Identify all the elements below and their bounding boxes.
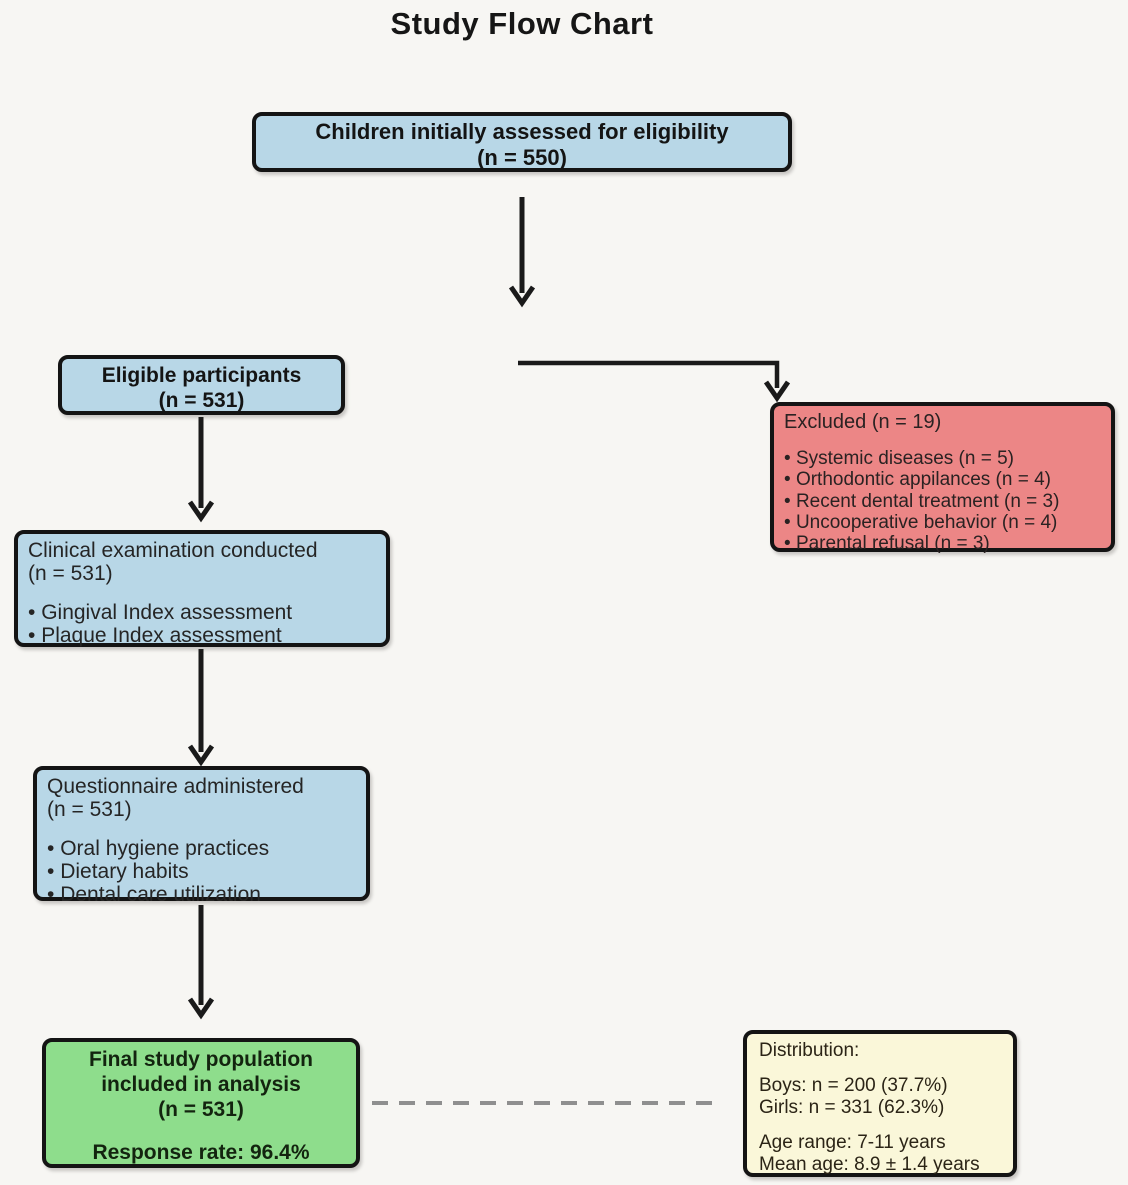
distribution-mean-age: Mean age: 8.9 ± 1.4 years <box>759 1154 980 1176</box>
final-line1: Final study population <box>89 1048 313 1071</box>
arrowhead-3 <box>190 746 212 762</box>
excluded-box <box>770 402 1115 555</box>
page-title: Study Flow Chart <box>390 6 654 41</box>
eligible-n: (n = 531) <box>158 389 245 413</box>
questionnaire-n: (n = 531) <box>47 798 132 822</box>
assessed-box <box>252 112 792 172</box>
arrowhead-2 <box>190 502 212 518</box>
excluded-item: • Systemic diseases (n = 5) <box>784 448 1103 469</box>
connector-excluded <box>518 363 777 388</box>
spacer <box>47 821 358 837</box>
final-n: (n = 531) <box>158 1097 244 1121</box>
excluded-item: • Uncooperative behavior (n = 4) <box>784 512 1103 533</box>
final-line2: included in analysis <box>101 1072 301 1096</box>
clinical-item: • Plaque Index assessment <box>28 624 378 647</box>
excluded-title: Excluded (n = 19) <box>784 411 942 433</box>
distribution-age-range: Age range: 7-11 years <box>759 1132 946 1154</box>
excluded-list <box>784 448 1103 555</box>
assessed-n: (n = 550) <box>477 144 567 170</box>
arrowhead-1 <box>511 287 533 303</box>
spacer <box>759 1119 1005 1132</box>
distribution-girls: Girls: n = 331 (62.3%) <box>759 1097 945 1119</box>
excluded-item: • Recent dental treatment (n = 3) <box>784 491 1103 512</box>
distribution-title: Distribution: <box>759 1040 860 1061</box>
questionnaire-item: • Dietary habits <box>47 860 358 883</box>
eligible-box <box>58 355 345 415</box>
spacer <box>28 585 378 601</box>
questionnaire-item: • Oral hygiene practices <box>47 837 358 860</box>
arrowhead-4 <box>190 999 212 1015</box>
final-box <box>42 1038 360 1168</box>
eligible-title: Eligible participants <box>101 364 302 387</box>
excluded-item: • Parental refusal (n = 3) <box>784 533 1103 554</box>
excluded-item: • Orthodontic appilances (n = 4) <box>784 469 1103 490</box>
assessed-title: Children initially assessed for eligibility <box>315 119 729 144</box>
clinical-list <box>28 601 378 647</box>
clinical-title: Clinical examination conducted <box>28 539 318 562</box>
clinical-item: • Gingival Index assessment <box>28 601 378 624</box>
clinical-n: (n = 531) <box>28 562 113 586</box>
questionnaire-box <box>33 766 370 907</box>
arrowhead-excluded <box>766 382 788 398</box>
questionnaire-item: • Dental care utilization <box>47 883 358 906</box>
distribution-boys: Boys: n = 200 (37.7%) <box>759 1075 948 1097</box>
questionnaire-title: Questionnaire administered <box>47 775 304 798</box>
clinical-box <box>14 530 390 647</box>
spacer <box>759 1062 1005 1075</box>
distribution-box <box>743 1030 1017 1177</box>
final-response-rate: Response rate: 96.4% <box>92 1141 310 1165</box>
questionnaire-list <box>47 837 358 906</box>
